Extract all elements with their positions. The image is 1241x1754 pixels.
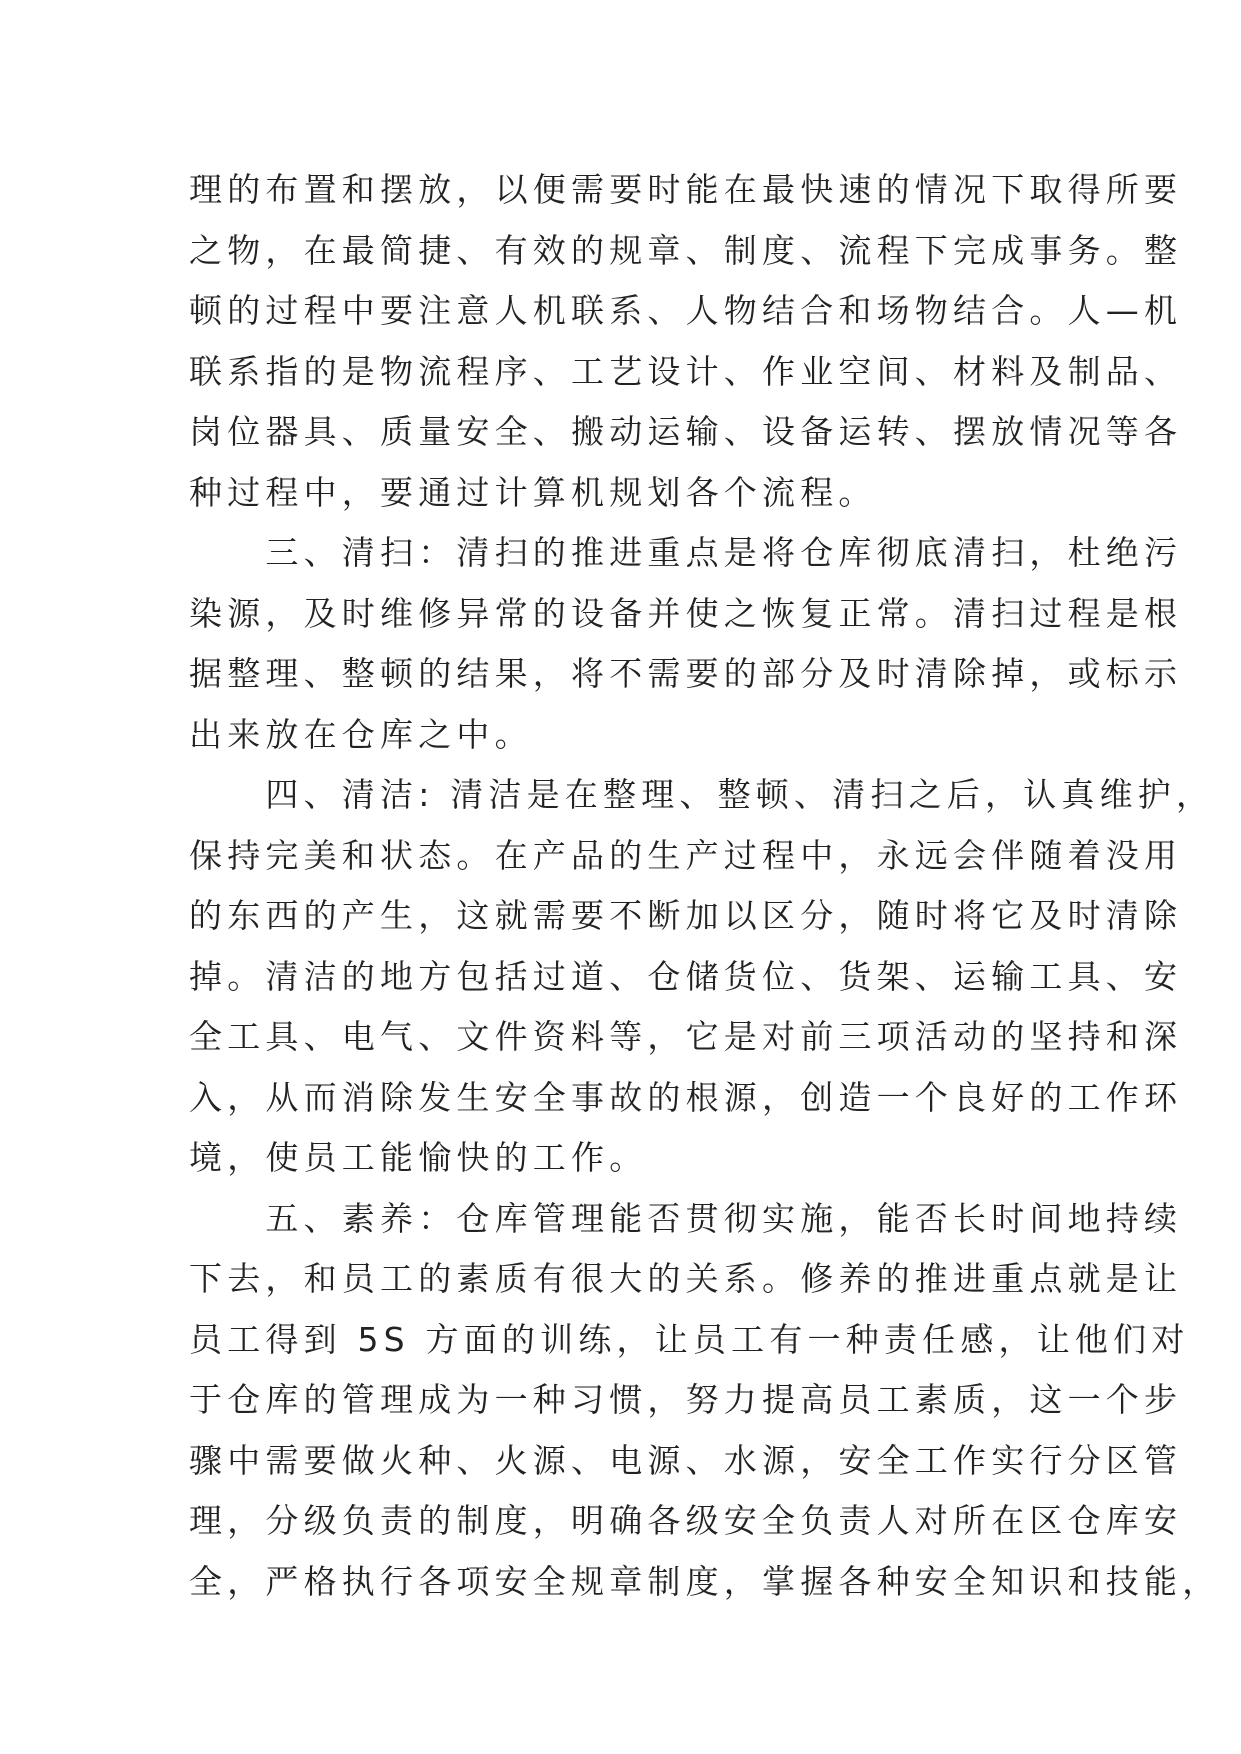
text-line: 联系指的是物流程序、工艺设计、作业空间、材料及制品、 bbox=[189, 351, 1183, 391]
text-line: 于仓库的管理成为一种习惯，努力提高员工素质，这一个步 bbox=[189, 1380, 1183, 1419]
text-line: 三、清扫：清扫的推进重点是将仓库彻底清扫，杜绝污 bbox=[189, 533, 1183, 572]
text-line: 境，使员工能愉快的工作。 bbox=[189, 1138, 648, 1177]
text-line: 掉。清洁的地方包括过道、仓储货位、货架、运输工具、安 bbox=[189, 956, 1183, 996]
text-line: 五、素养：仓库管理能否贯彻实施，能否长时间地持续 bbox=[189, 1198, 1183, 1238]
text-line: 理的布置和摆放，以便需要时能在最快速的情况下取得所要 bbox=[189, 170, 1183, 209]
text-line: 员工得到 5S 方面的训练，让员工有一种责任感，让他们对 bbox=[189, 1319, 1190, 1359]
text-line: 四、清洁: 清洁是在整理、整顿、清扫之后，认真维护， bbox=[189, 775, 1215, 814]
text-line: 下去，和员工的素质有很大的关系。修养的推进重点就是让 bbox=[189, 1259, 1183, 1298]
text-line: 顿的过程中要注意人机联系、人物结合和场物结合。人—机 bbox=[189, 291, 1183, 330]
text-line: 的东西的产生，这就需要不断加以区分，随时将它及时清除 bbox=[189, 896, 1183, 935]
text-line: 染源，及时维修异常的设备并使之恢复正常。清扫过程是根 bbox=[189, 593, 1183, 633]
body-text bbox=[189, 160, 1221, 1612]
text-line: 保持完美和状态。在产品的生产过程中，永远会伴随着没用 bbox=[189, 835, 1183, 875]
text-line: 据整理、整顿的结果，将不需要的部分及时清除掉，或标示 bbox=[189, 654, 1183, 693]
text-line: 全工具、电气、文件资料等，它是对前三项活动的坚持和深 bbox=[189, 1017, 1183, 1056]
text-line: 出来放在仓库之中。 bbox=[189, 714, 533, 754]
text-line: 理，分级负责的制度，明确各级安全负责人对所在区仓库安 bbox=[189, 1501, 1183, 1540]
text-line: 全，严格执行各项安全规章制度，掌握各种安全知识和技能， bbox=[189, 1561, 1221, 1601]
text-line: 岗位器具、质量安全、搬动运输、设备运转、摆放情况等各 bbox=[189, 412, 1183, 451]
text-line: 之物，在最简捷、有效的规章、制度、流程下完成事务。整 bbox=[189, 230, 1183, 270]
text-line: 入，从而消除发生安全事故的根源，创造一个良好的工作环 bbox=[189, 1077, 1183, 1117]
text-line: 骤中需要做火种、火源、电源、水源，安全工作实行分区管 bbox=[189, 1440, 1183, 1480]
text-line: 种过程中，要通过计算机规划各个流程。 bbox=[189, 472, 877, 512]
